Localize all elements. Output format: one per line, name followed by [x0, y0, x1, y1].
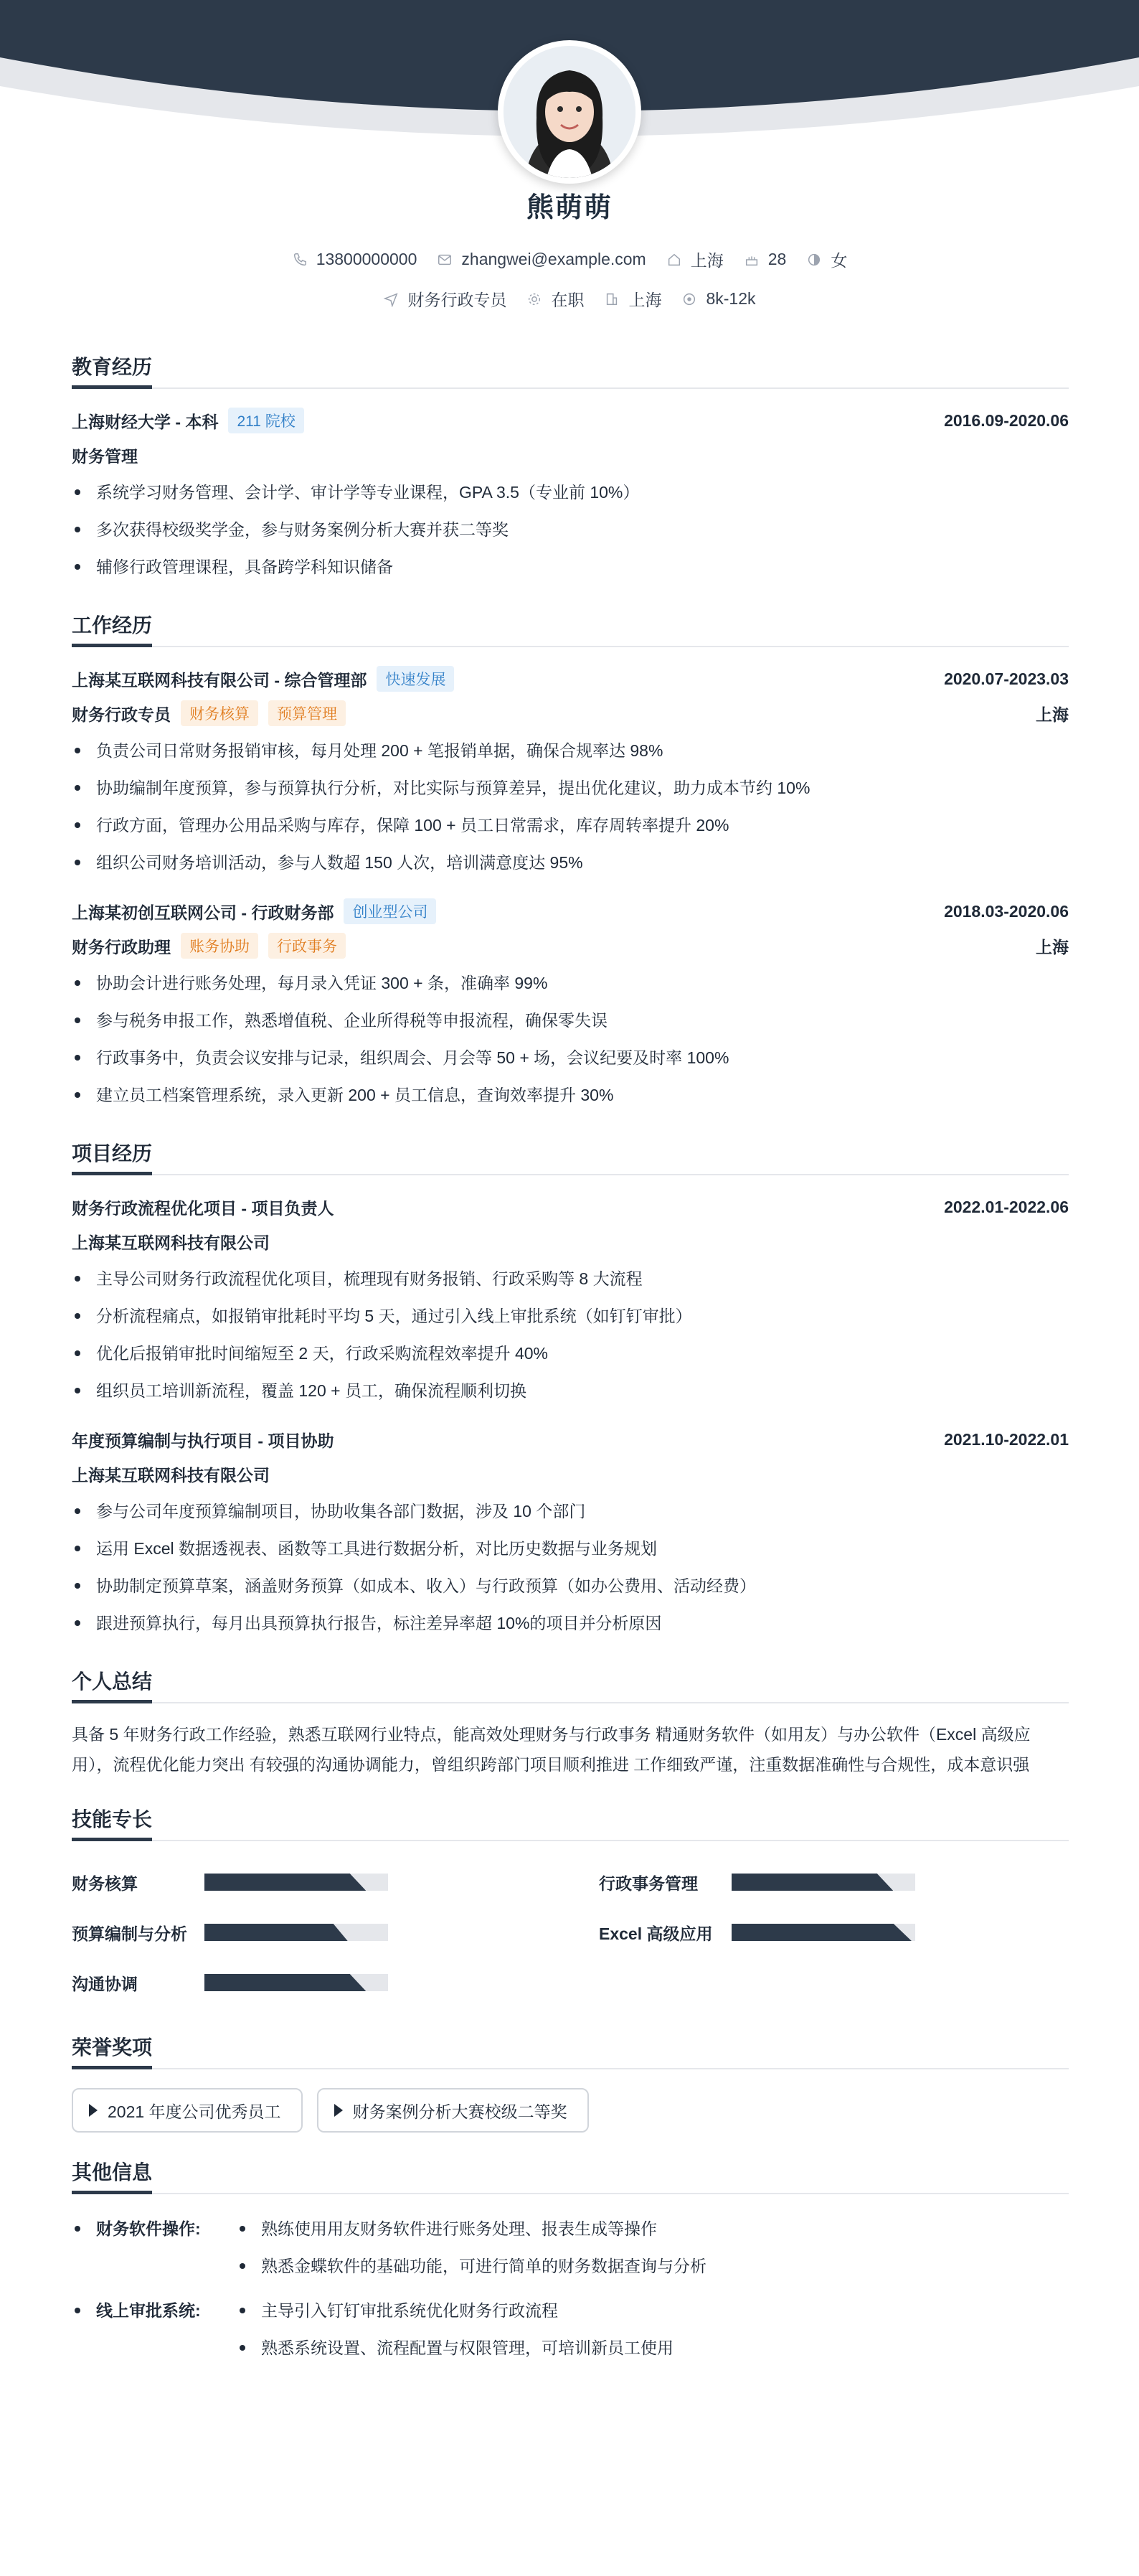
list-item: 参与公司年度预算编制项目，协助收集各部门数据，涉及 10 个部门: [72, 1493, 1069, 1530]
section-title: [72, 1804, 1069, 1841]
candidate-name: 熊萌萌: [526, 193, 613, 223]
skills-grid: [72, 1857, 1069, 2008]
section-title: [72, 1666, 1069, 1703]
skill-bar: [204, 1924, 388, 1941]
section-title: [72, 1138, 1069, 1175]
email-icon: [437, 252, 453, 268]
entry-date: 2020.07-2023.03: [944, 669, 1069, 688]
entry-header: [72, 1191, 1069, 1223]
play-triangle-icon: [334, 2104, 343, 2117]
cake-icon: [744, 252, 760, 268]
target-job-text: 财务行政专员: [407, 291, 507, 309]
skills-section: [72, 1804, 1069, 2008]
list-item: 负责公司日常财务报销审核，每月处理 200 + 笔报销单据，确保合规率达 98%: [72, 732, 1069, 769]
role-name: 财务行政助理: [72, 937, 171, 956]
skill-item: [599, 1907, 1069, 1957]
section-underline: [72, 1838, 152, 1841]
skill-bar: [732, 1924, 915, 1941]
section-underline: [72, 385, 152, 389]
honor-badge: [72, 2088, 303, 2133]
phone-text: 13800000000: [316, 250, 417, 268]
major-name: 财务管理: [72, 446, 138, 466]
role-title: [72, 933, 346, 959]
entry-subheader: [72, 1455, 1069, 1493]
role-tag: 账务协助: [181, 933, 258, 959]
list-item: 熟练使用用友财务软件进行账务处理、报表生成等操作: [237, 2210, 1069, 2247]
project-org: 上海某互联网科技有限公司: [72, 1465, 270, 1485]
company-tag: 快速发展: [377, 666, 454, 692]
status-item: [526, 287, 584, 311]
entry-date: 2022.01-2022.06: [944, 1197, 1069, 1216]
entry-title: [72, 408, 304, 433]
other-group: [72, 2292, 1069, 2366]
list-item: 运用 Excel 数据透视表、函数等工具进行数据分析，对比历史数据与业务规划: [72, 1530, 1069, 1567]
list-item: 行政方面，管理办公用品采购与库存，保障 100 + 员工日常需求，库存周转率提升 20%: [72, 807, 1069, 844]
email-item: [437, 250, 646, 269]
building-icon: [604, 291, 620, 307]
section-title-text: 项目经历: [72, 1142, 153, 1165]
skill-fill: [732, 1874, 893, 1891]
list-item: 多次获得校级奖学金，参与财务案例分析大赛并获二等奖: [72, 511, 1069, 548]
list-item: 组织员工培训新流程，覆盖 120 + 员工，确保流程顺利切换: [72, 1372, 1069, 1409]
skill-bar: [204, 1974, 388, 1991]
list-item: 熟悉金蝶软件的基础功能，可进行简单的财务数据查询与分析: [237, 2247, 1069, 2285]
contact-info-row: [0, 248, 1139, 271]
skill-fill: [204, 1924, 348, 1941]
skill-fill: [732, 1924, 912, 1941]
list-item: 跟进预算执行，每月出具预算执行报告，标注差异率超 10%的项目并分析原因: [72, 1604, 1069, 1642]
projects-section: [72, 1138, 1069, 1642]
list-item: 协助会计进行账务处理，每月录入凭证 300 + 条，准确率 99%: [72, 964, 1069, 1002]
section-underline: [72, 2066, 152, 2069]
list-item: 分析流程痛点，如报销审批耗时平均 5 天，通过引入线上审批系统（如钉钉审批）: [72, 1297, 1069, 1335]
project-bullets: [72, 1260, 1069, 1409]
email-text: zhangwei@example.com: [461, 250, 646, 268]
phone-item: [292, 250, 417, 269]
skill-name: 行政事务管理: [599, 1874, 698, 1893]
section-underline: [72, 1172, 152, 1175]
school-tag: 211 院校: [228, 408, 303, 433]
send-icon: [383, 291, 399, 307]
project-name: 年度预算编制与执行项目 - 项目协助: [72, 1431, 334, 1450]
work-bullets: [72, 964, 1069, 1114]
entry-subheader: [72, 695, 1069, 732]
skill-name: Excel 高级应用: [599, 1924, 713, 1943]
project-name: 财务行政流程优化项目 - 项目负责人: [72, 1198, 334, 1218]
honors-section: [72, 2032, 1069, 2133]
avatar-portrait-icon: [504, 46, 635, 178]
entry-subheader: [72, 1223, 1069, 1260]
summary-text: 具备 5 年财务行政工作经验，熟悉互联网行业特点，能高效处理财务与行政事务 精通财务软件（如用友）与办公软件（Excel 高级应用），流程优化能力突出 有较强的沟通协调能力，曾组织跨部门项目顺利推进 工作细致严谨，注重数据准确性与合规性，成本意识强: [72, 1725, 1031, 1774]
phone-icon: [292, 252, 308, 268]
section-title: [72, 610, 1069, 647]
skill-item: [72, 1907, 542, 1957]
entry-subheader: [72, 436, 1069, 474]
target-city-text: 上海: [628, 291, 662, 309]
entry-title: [72, 666, 454, 692]
section-title-text: 教育经历: [72, 356, 153, 378]
entry-header: [72, 1424, 1069, 1455]
other-group: [72, 2210, 1069, 2285]
job-intent-row: [0, 287, 1139, 311]
work-entry: [72, 896, 1069, 1114]
work-section: [72, 610, 1069, 1114]
skill-name: 沟通协调: [72, 1974, 138, 1993]
section-title: [72, 2157, 1069, 2194]
education-bullets: [72, 474, 1069, 586]
company-name: 上海某互联网科技有限公司 - 综合管理部: [72, 670, 367, 690]
section-title-text: 技能专长: [72, 1808, 153, 1830]
role-tag: 财务核算: [181, 700, 258, 726]
list-item: 协助制定预算草案，涵盖财务预算（如成本、收入）与行政预算（如办公费用、活动经费）: [72, 1567, 1069, 1604]
role-tag: 行政事务: [268, 933, 346, 959]
target-city-item: [604, 287, 661, 311]
honor-text: 财务案例分析大赛校级二等奖: [352, 2102, 567, 2121]
entry-header: [72, 663, 1069, 695]
skill-item: [72, 1957, 542, 2008]
home-icon: [666, 252, 682, 268]
salary-text: 8k-12k: [706, 289, 756, 308]
section-title: [72, 352, 1069, 389]
salary-item: [681, 289, 755, 309]
city-item: [666, 248, 724, 271]
list-item: 熟悉系统设置、流程配置与权限管理，可培训新员工使用: [237, 2329, 1069, 2366]
entry-subheader: [72, 927, 1069, 964]
entry-title: [72, 898, 436, 924]
skill-name: 财务核算: [72, 1874, 138, 1893]
age-text: 28: [767, 250, 787, 268]
company-tag: 创业型公司: [344, 898, 436, 924]
entry-header: [72, 896, 1069, 927]
role-name: 财务行政专员: [72, 705, 171, 724]
section-title-text: 荣誉奖项: [72, 2036, 153, 2059]
education-section: [72, 352, 1069, 586]
job-location: 上海: [1036, 705, 1069, 724]
list-item: 行政事务中，负责会议安排与记录，组织周会、月会等 50 + 场，会议纪要及时率 100%: [72, 1039, 1069, 1076]
school-name: 上海财经大学 - 本科: [72, 412, 219, 431]
list-item: 主导公司财务行政流程优化项目，梳理现有财务报销、行政采购等 8 大流程: [72, 1260, 1069, 1297]
city-text: 上海: [690, 251, 724, 270]
skill-item: [599, 1857, 1069, 1907]
other-items: [237, 2292, 1069, 2366]
status-text: 在职: [551, 291, 585, 309]
section-title-text: 其他信息: [72, 2161, 153, 2184]
project-bullets: [72, 1493, 1069, 1642]
work-entry: [72, 663, 1069, 881]
other-items: [237, 2210, 1069, 2285]
section-title-text: 工作经历: [72, 614, 153, 636]
gender-text: 女: [831, 251, 848, 270]
section-title-text: 个人总结: [72, 1670, 153, 1693]
list-item: 协助编制年度预算，参与预算执行分析，对比实际与预算差异，提出优化建议，助力成本节约 10%: [72, 769, 1069, 807]
honor-badge: [317, 2088, 589, 2133]
summary-section: [72, 1666, 1069, 1780]
play-triangle-icon: [89, 2104, 98, 2117]
honors-list: [72, 2085, 1069, 2133]
money-icon: [681, 291, 697, 307]
list-item: 系统学习财务管理、会计学、审计学等专业课程，GPA 3.5（专业前 10%）: [72, 474, 1069, 511]
project-org: 上海某互联网科技有限公司: [72, 1233, 270, 1252]
list-item: 优化后报销审批时间缩短至 2 天，行政采购流程效率提升 40%: [72, 1335, 1069, 1372]
list-item: 组织公司财务培训活动，参与人数超 150 人次，培训满意度达 95%: [72, 844, 1069, 881]
work-bullets: [72, 732, 1069, 881]
list-item: 建立员工档案管理系统，录入更新 200 + 员工信息，查询效率提升 30%: [72, 1076, 1069, 1114]
age-item: [744, 250, 787, 269]
other-label: 财务软件操作:: [72, 2210, 237, 2285]
job-location: 上海: [1036, 937, 1069, 956]
list-item: 辅修行政管理课程，具备跨学科知识储备: [72, 548, 1069, 586]
resume-content: [72, 352, 1069, 2391]
education-entry: [72, 405, 1069, 586]
skill-name: 预算编制与分析: [72, 1924, 187, 1943]
gender-item: [806, 248, 847, 271]
skill-fill: [204, 1974, 366, 1991]
gear-icon: [526, 291, 542, 307]
gender-icon: [806, 252, 822, 268]
project-entry: [72, 1191, 1069, 1409]
section-title: [72, 2032, 1069, 2069]
entry-date: 2018.03-2020.06: [944, 901, 1069, 921]
entry-date: 2021.10-2022.01: [944, 1429, 1069, 1449]
project-entry: [72, 1424, 1069, 1642]
list-item: 主导引入钉钉审批系统优化财务行政流程: [237, 2292, 1069, 2329]
section-underline: [72, 2191, 152, 2194]
skill-item: [72, 1857, 542, 1907]
skill-bar: [732, 1874, 915, 1891]
list-item: 参与税务申报工作，熟悉增值税、企业所得税等申报流程，确保零失误: [72, 1002, 1069, 1039]
skill-fill: [204, 1874, 366, 1891]
section-underline: [72, 1700, 152, 1703]
other-label: 线上审批系统:: [72, 2292, 237, 2366]
entry-date: 2016.09-2020.06: [944, 410, 1069, 430]
section-underline: [72, 644, 152, 647]
company-name: 上海某初创互联网公司 - 行政财务部: [72, 903, 334, 922]
skill-bar: [204, 1874, 388, 1891]
entry-header: [72, 405, 1069, 436]
role-title: [72, 700, 346, 726]
target-job-item: [383, 287, 506, 311]
other-section: [72, 2157, 1069, 2366]
avatar: [498, 40, 641, 184]
honor-text: 2021 年度公司优秀员工: [108, 2102, 281, 2121]
role-tag: 预算管理: [268, 700, 346, 726]
